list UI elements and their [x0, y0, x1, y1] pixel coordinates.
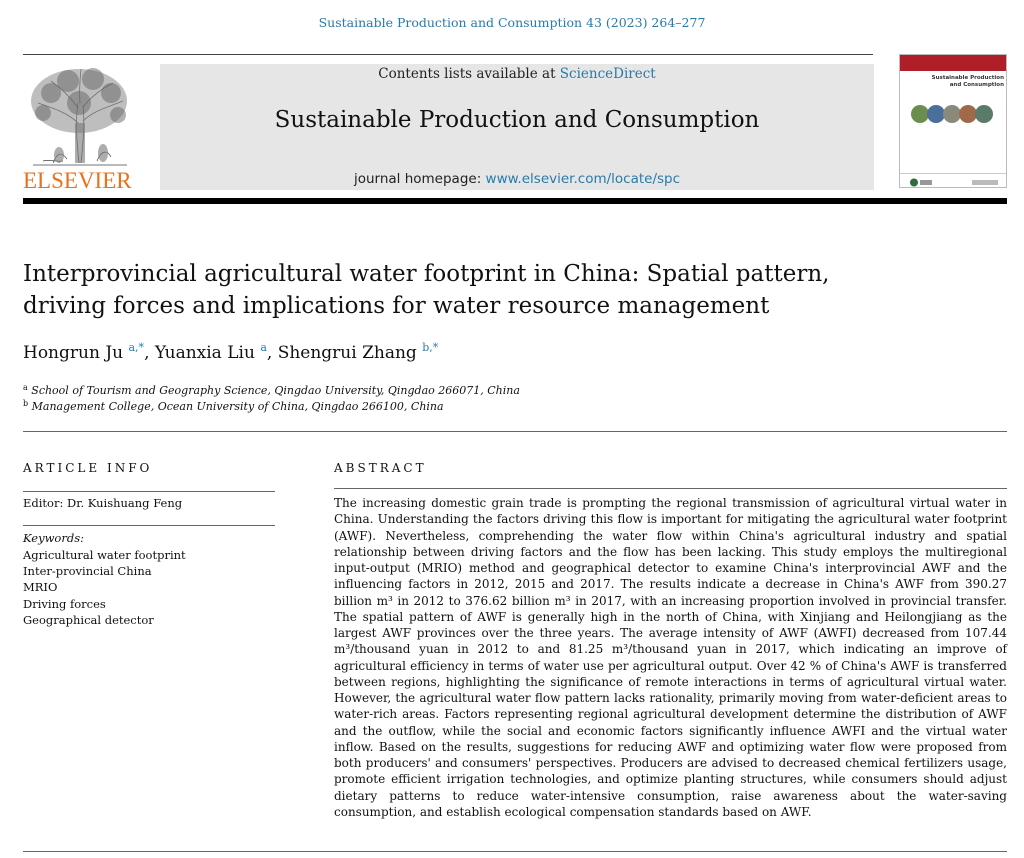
affiliation-text: School of Tourism and Geography Science, Qingdao University, Qingdao 266071, China — [31, 384, 520, 397]
keywords-heading: Keywords: — [23, 531, 84, 545]
bottom-divider — [23, 851, 1007, 852]
author-list: Hongrun Ju $^{a,*}$, Yuanxia Liu $^a$, Shengrui Zhang $^{b,*}$ — [23, 341, 439, 363]
cover-journal-title: Sustainable Production and Consumption — [931, 75, 1004, 88]
sciencedirect-link[interactable]: ScienceDirect — [559, 66, 656, 82]
abstract-body: The increasing domestic grain trade is prompting the regional transmission of agricultural virtual water in China. Understanding the factors driving this flow is important for mitigating the agricultural water footprint (AWF). Nevertheless, comprehending the water flow within China's agricultural industry and spatial relationship between driving factors and the flow has been lacking. This study employs the multiregional input-output (MRIO) method and geographical detector to examine China's interprovincial AWF and the influencing factors in 2012, 2015 and 2017. The results indicate a decrease in China's AWF from 390.27 billion m³ in 2012 to 376.62 billion m³ in 2017, with an increasing proportion involved in provincial transfer. The spatial pattern of AWF is generally high in the north of China, with Xinjiang and Heilongjiang as the largest AWF provinces over the three years. The average intensity of AWF (AWFI) decreased from 107.44 m³/thousand yuan in 2012 to and 81.25 m³/thousand yuan in 2017, which indicating an improve of agricultural efficiency in terms of water use per agricultural output. Over 42 % of China's AWF is transferred between regions, highlighting the significance of remote interactions in terms of agricultural virtual water. However, the agricultural water flow pattern lacks rationality, primarily moving from water-deficient areas to water-rich areas. Factors representing regional agricultural development determine the distribution of AWF and the outflow, while the social and economic factors significantly influence AWFI and the virtual water inflow. Based on the results, suggestions for reducing AWF and optimizing water flow were proposed from both producers' and consumers' perspectives. Producers are advised to decreased chemical fertilizers usage, promote efficient irrigation technologies, and optimize planting structures, while consumers should adjust dietary patterns to reduce water-intensive consumption, raise awareness about the water-saving consumption, and establish ecological compensation standards based on AWF. — [334, 496, 1007, 819]
keyword-item: Agricultural water footprint — [23, 548, 186, 562]
keyword-item: Inter-provincial China — [23, 564, 152, 579]
author-affiliation-mark[interactable]: b,* — [422, 341, 439, 354]
homepage-prefix: journal homepage: — [353, 171, 486, 187]
article-info-rule — [23, 491, 275, 492]
section-divider — [23, 431, 1007, 432]
contents-prefix: Contents lists available at — [378, 66, 560, 82]
editor-line: Editor: Dr. Kuishuang Feng — [23, 496, 183, 510]
author-name[interactable]: Yuanxia Liu — [154, 343, 255, 363]
affiliation-label: a — [23, 383, 28, 392]
affiliation-text: Management College, Ocean University of China, Qingdao 266100, China — [31, 400, 444, 413]
homepage-link[interactable]: www.elsevier.com/locate/spc — [485, 171, 681, 187]
elsevier-wordmark: ELSEVIER — [23, 168, 132, 193]
article-title: Interprovincial agricultural water footprint in China: Spatial pattern, driving forces and implications for water resource management — [23, 261, 830, 319]
abstract-heading: ABSTRACT — [334, 461, 427, 475]
cover-header-band — [900, 55, 1006, 71]
affiliation-b — [23, 399, 923, 413]
cover-footer-logos-icon — [900, 176, 1006, 189]
header-divider — [23, 54, 873, 55]
keyword-item: Driving forces — [23, 596, 106, 611]
author-affiliation-mark[interactable]: a — [260, 341, 267, 354]
contents-availability — [160, 66, 874, 82]
journal-citation[interactable]: Sustainable Production and Consumption 43 (2023) 264–277 — [318, 15, 706, 30]
keywords-list — [23, 547, 186, 628]
affiliation-label: b — [23, 399, 29, 408]
journal-homepage — [160, 171, 874, 187]
author-name[interactable]: Shengrui Zhang — [277, 343, 417, 363]
cover-footer — [900, 173, 1006, 187]
journal-cover-thumbnail[interactable] — [899, 54, 1007, 188]
header-thick-rule — [23, 198, 1007, 204]
journal-title: Sustainable Production and Consumption — [274, 107, 760, 133]
keyword-item: MRIO — [23, 580, 58, 595]
article-info-heading: ARTICLE INFO — [23, 461, 153, 475]
cover-photo-circles-icon — [910, 103, 1000, 125]
author-affiliation-mark[interactable]: a,* — [128, 341, 145, 354]
keywords-rule — [23, 525, 275, 526]
abstract-rule — [334, 488, 1007, 489]
keyword-item: Geographical detector — [23, 612, 154, 627]
author-name[interactable]: Hongrun Ju — [23, 343, 124, 363]
affiliation-a — [23, 383, 923, 397]
